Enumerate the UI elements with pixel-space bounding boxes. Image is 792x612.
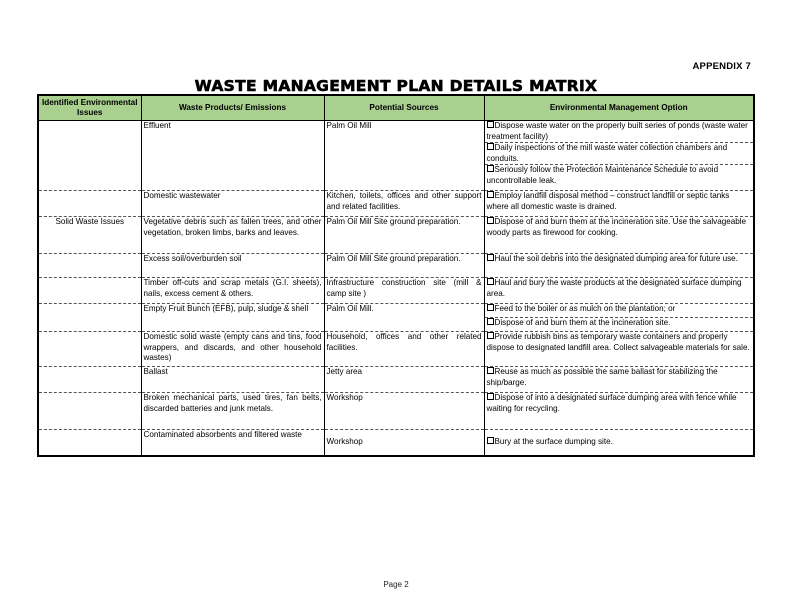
table-row	[38, 304, 754, 332]
waste-cell: Contaminated absorbents and filtered waste	[141, 430, 324, 456]
checkbox-icon	[487, 217, 494, 224]
option-item: Dispose waste water on the properly built series of ponds (waste water treatment facility)	[486, 121, 748, 141]
issue-cell	[38, 332, 141, 367]
checkbox-icon	[487, 278, 494, 285]
header-options: Environmental Management Option	[484, 95, 754, 121]
options-cell	[484, 217, 754, 254]
header-issues: Identified Environmental Issues	[38, 95, 141, 121]
issue-cell: Solid Waste Issues	[38, 217, 141, 254]
waste-cell: Vegetative debris such as fallen trees, and other vegetation, broken limbs, barks and leaves.	[141, 217, 324, 254]
options-cell	[484, 278, 754, 304]
checkbox-icon	[487, 332, 494, 339]
source-cell: Palm Oil Mill.	[324, 304, 484, 332]
issue-cell	[38, 191, 141, 217]
option-item: Reuse as much as possible the same ballast for stabilizing the ship/barge.	[486, 367, 718, 387]
option-item: Haul the soil debris into the designated dumping area for future use.	[485, 254, 754, 265]
table-row	[38, 254, 754, 278]
options-cell	[484, 121, 754, 191]
issue-cell	[38, 367, 141, 393]
checkbox-icon	[487, 254, 494, 261]
waste-cell: Domestic solid waste (empty cans and tins, food wrappers, and discards, and other household wastes)	[141, 332, 324, 367]
waste-cell: Domestic wastewater	[141, 191, 324, 217]
issue-cell	[38, 121, 141, 191]
checkbox-icon	[487, 121, 494, 128]
table-row	[38, 430, 754, 456]
source-cell: Palm Oil Mill Site ground preparation.	[324, 217, 484, 254]
waste-management-matrix	[37, 94, 755, 457]
option-item: Provide rubbish bins as temporary waste containers and properly dispose to designated landfill area. Collect salvageable materials for sale.	[486, 332, 750, 352]
issue-cell	[38, 430, 141, 456]
checkbox-icon	[487, 318, 494, 325]
source-cell: Jetty area	[324, 367, 484, 393]
issue-cell	[38, 254, 141, 278]
header-row	[38, 95, 754, 121]
waste-cell: Timber off-cuts and scrap metals (G.I. sheets), nails, excess cement & others.	[141, 278, 324, 304]
page-number: Page 2	[383, 580, 409, 589]
table-row	[38, 217, 754, 254]
waste-cell: Broken mechanical parts, used tires, fan belts, discarded batteries and junk metals.	[141, 393, 324, 430]
waste-cell: Excess soil/overburden soil	[141, 254, 324, 278]
options-cell	[484, 191, 754, 217]
options-cell	[484, 304, 754, 332]
issue-cell	[38, 393, 141, 430]
issue-cell	[38, 304, 141, 332]
source-cell: Infrastructure construction site (mill & camp site )	[324, 278, 484, 304]
options-cell	[484, 332, 754, 367]
checkbox-icon	[487, 393, 494, 400]
table-row	[38, 278, 754, 304]
checkbox-icon	[487, 191, 494, 198]
option-item: Seriously follow the Protection Maintenance Schedule to avoid uncontrollable leak.	[485, 164, 754, 186]
appendix-label: APPENDIX 7	[692, 61, 751, 72]
header-sources: Potential Sources	[324, 95, 484, 121]
issue-cell	[38, 278, 141, 304]
source-cell: Workshop	[324, 393, 484, 430]
source-cell: Workshop	[324, 430, 484, 456]
table-row	[38, 393, 754, 430]
option-item: Haul and bury the waste products at the designated surface dumping area.	[486, 278, 742, 298]
checkbox-icon	[487, 304, 494, 311]
checkbox-icon	[487, 165, 494, 172]
option-item: Bury at the surface dumping site.	[485, 437, 754, 448]
source-cell: Palm Oil Mill	[324, 121, 484, 191]
header-waste: Waste Products/ Emissions	[141, 95, 324, 121]
checkbox-icon	[487, 367, 494, 374]
options-cell	[484, 367, 754, 393]
source-cell: Kitchen, toilets, offices and other support and related facilities.	[324, 191, 484, 217]
table-row	[38, 191, 754, 217]
option-item: Dispose of into a designated surface dumping area with fence while waiting for recycling.	[486, 393, 737, 413]
checkbox-icon	[487, 143, 494, 150]
source-cell: Palm Oil Mill Site ground preparation.	[324, 254, 484, 278]
document-title: WASTE MANAGEMENT PLAN DETAILS MATRIX	[194, 77, 598, 95]
option-item: Dispose of and burn them at the incineration site.	[485, 317, 754, 331]
options-cell	[484, 430, 754, 456]
option-item: Daily inspections of the mill waste water collection chambers and conduits.	[485, 142, 754, 164]
options-cell	[484, 393, 754, 430]
options-cell	[484, 254, 754, 278]
option-item: Dispose of and burn them at the incineration site. Use the salvageable woody parts as firewood for cooking.	[486, 217, 747, 237]
waste-cell: Effluent	[141, 121, 324, 191]
table-row	[38, 367, 754, 393]
source-cell: Household, offices and other related facilities.	[324, 332, 484, 367]
table-row	[38, 121, 754, 191]
checkbox-icon	[487, 437, 494, 444]
waste-cell: Empty Fruit Bunch (EFB), pulp, sludge & shell	[141, 304, 324, 332]
waste-cell: Ballast	[141, 367, 324, 393]
table-row	[38, 332, 754, 367]
option-item: Employ landfill disposal method – construct landfill or septic tanks where all domestic waste is drained.	[486, 191, 730, 211]
option-item: Feed to the boiler or as mulch on the plantation; or	[485, 304, 754, 317]
